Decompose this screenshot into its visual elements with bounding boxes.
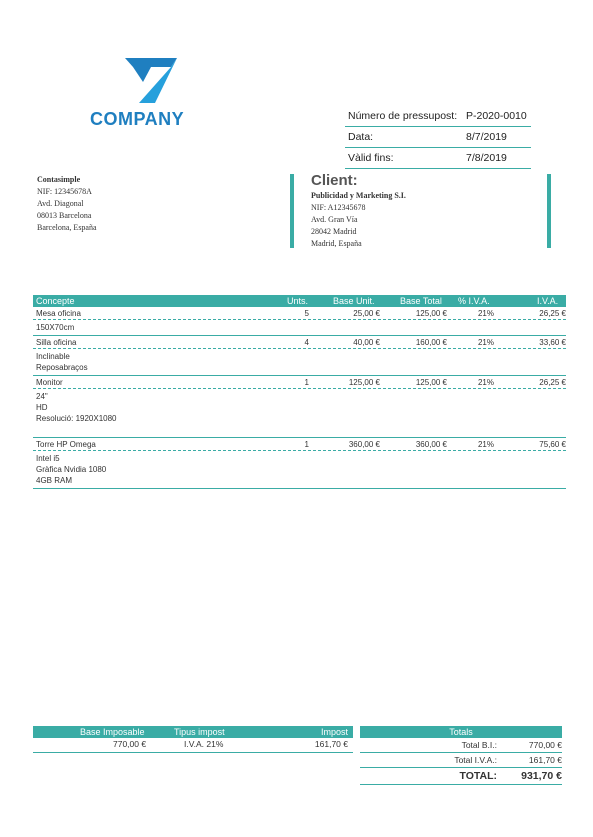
item-base-unit: 360,00 €: [348, 440, 380, 449]
grand-total-value: 931,70 €: [521, 770, 562, 782]
item-desc-line: 24": [36, 392, 48, 401]
total-bi-value: 770,00 €: [528, 740, 562, 750]
item-base-unit: 125,00 €: [348, 378, 380, 387]
emitter-region: Barcelona, España: [37, 223, 97, 232]
item-description: [33, 451, 566, 488]
item-base-total: 160,00 €: [415, 338, 447, 347]
item-desc-line: 150X70cm: [36, 323, 75, 332]
item-pct-iva: 21%: [477, 440, 494, 449]
client-left-bar: [290, 174, 294, 248]
item-iva: 33,60 €: [539, 338, 566, 347]
header-base-unit: Base Unit.: [333, 296, 375, 306]
item-units: 1: [304, 378, 309, 387]
client-name: Publicidad y Marketing S.I.: [311, 191, 406, 200]
tax-summary-row: [33, 738, 353, 753]
item-pct-iva: 21%: [477, 378, 494, 387]
emitter-city: 08013 Barcelona: [37, 211, 92, 220]
quote-date-label: Data:: [348, 131, 374, 143]
item-description: [33, 320, 566, 335]
emitter-address: Avd. Diagonal: [37, 199, 84, 208]
totals-table: [360, 726, 562, 785]
item-name: Torre HP Omega: [36, 440, 96, 449]
tax-amount-value: 161,70 €: [314, 739, 348, 749]
quote-number-label: Número de pressupost:: [348, 110, 458, 122]
emitter-block: [37, 174, 97, 234]
item-iva: 26,25 €: [539, 378, 566, 387]
item-desc-line: 4GB RAM: [36, 476, 73, 485]
item-iva: 26,25 €: [539, 309, 566, 318]
table-row: [33, 307, 566, 336]
logo-mark-icon: [125, 58, 177, 103]
client-block: [311, 172, 406, 250]
header-taxable-base: Base Imposable: [80, 727, 145, 737]
header-iva: I.V.A.: [537, 296, 559, 306]
quote-number-value: P-2020-0010: [466, 110, 527, 122]
total-iva-row: [360, 753, 562, 768]
item-base-total: 125,00 €: [415, 378, 447, 387]
header-tax-type: Tipus impost: [174, 727, 225, 737]
quote-date-value: 8/7/2019: [466, 131, 507, 143]
item-name: Mesa oficina: [36, 309, 81, 318]
quote-valid-value: 7/8/2019: [466, 152, 507, 164]
client-right-bar: [547, 174, 551, 248]
items-header: [33, 295, 566, 307]
item-iva: 75,60 €: [539, 440, 566, 449]
total-iva-label: Total I.V.A.:: [454, 755, 497, 765]
grand-total-row: [360, 768, 562, 785]
item-base-total: 360,00 €: [415, 440, 447, 449]
item-base-unit: 40,00 €: [353, 338, 380, 347]
table-row: [33, 336, 566, 376]
item-base-total: 125,00 €: [415, 309, 447, 318]
company-logo: [90, 58, 215, 130]
tax-summary-header: [33, 726, 353, 738]
item-desc-line: Reposabraços: [36, 363, 88, 372]
client-heading: Client:: [311, 172, 358, 189]
quote-valid-row: [345, 148, 531, 169]
taxable-base-value: 770,00 €: [113, 739, 147, 749]
header-tax-amount: Impost: [320, 727, 348, 737]
client-city: 28042 Madrid: [311, 227, 357, 236]
quote-meta-table: [345, 106, 531, 169]
totals-heading: Totals: [360, 726, 562, 738]
item-description: [33, 389, 566, 437]
item-units: 4: [304, 338, 309, 347]
item-description: [33, 349, 566, 375]
client-nif: NIF: A12345678: [311, 203, 366, 212]
item-pct-iva: 21%: [477, 309, 494, 318]
emitter-nif: NIF: 12345678A: [37, 187, 92, 196]
item-desc-line: [36, 424, 566, 435]
emitter-name: Contasimple: [37, 175, 81, 184]
table-row: [33, 438, 566, 489]
logo-text: COMPANY: [90, 109, 185, 129]
total-bi-row: [360, 738, 562, 753]
quote-date-row: [345, 127, 531, 148]
item-units: 5: [304, 309, 309, 318]
grand-total-label: TOTAL:: [459, 770, 497, 782]
item-units: 1: [304, 440, 309, 449]
header-pct-iva: % I.V.A.: [458, 296, 490, 306]
tax-type-value: I.V.A. 21%: [184, 739, 224, 749]
header-concept: Concepte: [36, 296, 75, 306]
quote-valid-label: Vàlid fins:: [348, 152, 394, 164]
tax-summary-table: [33, 726, 353, 753]
item-pct-iva: 21%: [477, 338, 494, 347]
client-address: Avd. Gran Vía: [311, 215, 358, 224]
table-row: [33, 376, 566, 438]
items-table: [33, 295, 566, 489]
total-iva-value: 161,70 €: [528, 755, 562, 765]
item-desc-line: Gràfica Nvidia 1080: [36, 465, 107, 474]
item-desc-line: HD: [36, 403, 48, 412]
header-base-total: Base Total: [400, 296, 442, 306]
item-name: Monitor: [36, 378, 63, 387]
header-units: Unts.: [287, 296, 309, 306]
total-bi-label: Total B.I.:: [461, 740, 497, 750]
item-name: Silla oficina: [36, 338, 77, 347]
item-desc-line: Resolució: 1920X1080: [36, 414, 117, 423]
item-base-unit: 25,00 €: [353, 309, 380, 318]
item-desc-line: Intel i5: [36, 454, 60, 463]
client-region: Madrid, España: [311, 239, 362, 248]
item-desc-line: Inclinable: [36, 352, 70, 361]
quote-number-row: [345, 106, 531, 127]
